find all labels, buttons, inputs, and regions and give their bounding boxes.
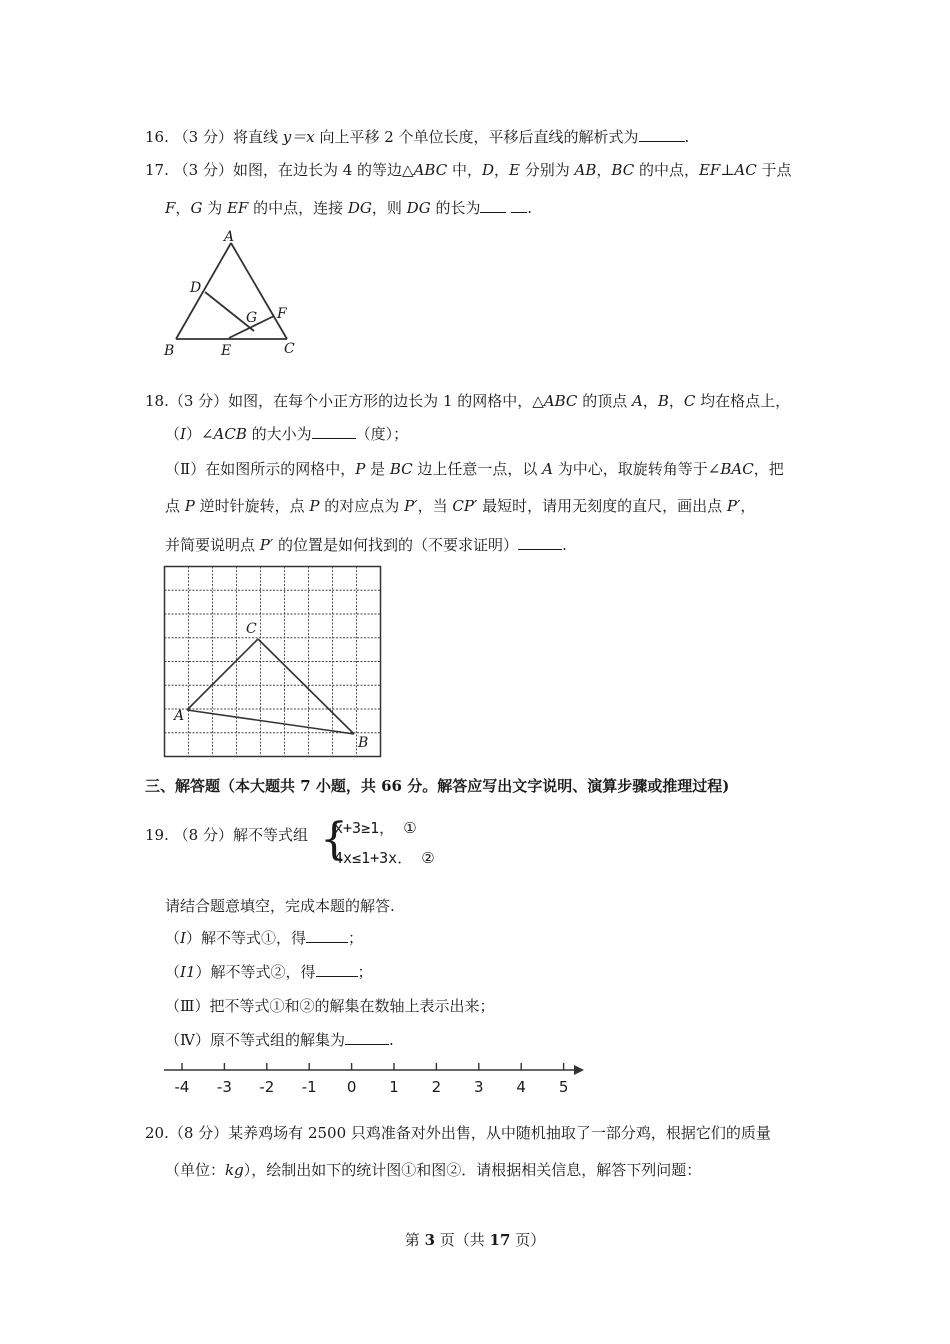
number-line [160,1058,590,1098]
label-e: E [221,343,232,359]
question-19-intro: 19. （8 分）解不等式组 [145,826,308,844]
question-16: 16. （3 分）将直线 y＝x 向上平移 2 个单位长度，平移后直线的解析式为 . [145,128,690,146]
triangle-figure-17 [160,226,310,361]
label-b: B [164,343,175,359]
label-a: A [224,229,235,245]
label-d: D [190,280,202,296]
grid-figure-18 [162,564,384,760]
question-18-part-1: （I）∠ACB 的大小为 （度）； [165,425,409,443]
tick-label: 4 [516,1078,526,1096]
tick-label: 5 [558,1078,569,1096]
tick-label: 0 [346,1078,357,1096]
segment-cb [258,639,354,734]
question-19-step-4: （Ⅳ）原不等式组的解集为 . [165,1031,394,1049]
answer-blank [312,424,356,439]
question-20-line-1: 20.（8 分）某养鸡场有 2500 只鸡准备对外出售，从中随机抽取了一部分鸡，根据它们的质量 [145,1124,771,1142]
label-b: B [358,735,369,751]
question-17-line-1: 17. （3 分）如图，在边长为 4 的等边△ABC 中，D，E 分别为 AB，BC 的中点，EF⊥AC 于点 [145,161,792,179]
answer-blank [518,535,562,550]
tick-label: 3 [474,1078,484,1096]
label-a: A [174,708,185,724]
answer-blank [480,198,506,213]
tick-label: -1 [301,1078,317,1096]
tick-label: 1 [389,1078,399,1096]
label-c: C [284,341,295,357]
tick-label: 2 [431,1078,442,1096]
tick-label: -2 [259,1078,275,1096]
question-19-step-1: （I）解不等式①，得 ； [165,929,363,947]
question-18-line-1: 18.（3 分）如图，在每个小正方形的边长为 1 的网格中，△ABC 的顶点 A，B，C 均在格点上， [145,392,791,410]
answer-blank [306,928,348,943]
question-19-step-2: （I1）解不等式②，得 ； [165,963,373,981]
question-18-part-2-line-2: 点 P 逆时针旋转，点 P 的对应点为 P′，当 CP′ 最短时，请用无刻度的直尺，画出点 P′， [165,497,756,515]
page-footer: 第 3 页（共 17 页） [404,1231,546,1249]
question-19-step-3: （Ⅲ）把不等式①和②的解集在数轴上表示出来； [165,997,495,1015]
question-17-line-2: F，G 为 EF 的中点，连接 DG，则 DG 的长为 . [165,199,533,217]
segment-ac [187,639,258,710]
answer-blank [316,962,358,977]
question-18-part-2-line-3: 并简要说明点 P′ 的位置是如何找到的（不要求证明） . [165,536,567,554]
answer-blank [639,127,685,142]
question-20-line-2: （单位：kg），绘制出如下的统计图①和图②．请根据相关信息，解答下列问题： [165,1161,702,1179]
label-f: F [277,306,287,322]
segment-ab [176,243,231,339]
answer-blank [511,198,527,213]
segment-ac [231,243,287,339]
inequality-2: 4x≤1+3x． ② [334,849,435,867]
question-18-part-2-line-1: （Ⅱ）在如图所示的网格中，P 是 BC 边上任意一点，以 A 为中心，取旋转角等于∠BAC，把 [165,460,784,478]
arrow-right-icon [574,1065,584,1075]
tick-label: -3 [216,1078,232,1096]
tick-label: -4 [174,1078,190,1096]
label-g: G [246,310,258,326]
inequality-1: x+3≥1， ① [334,819,417,837]
section-3-heading: 三、解答题（本大题共 7 小题，共 66 分。解答应写出文字说明、演算步骤或推理过程) [145,777,730,795]
question-19-hint: 请结合题意填空，完成本题的解答. [165,897,395,915]
answer-blank [345,1030,389,1045]
label-c: C [246,621,257,637]
system-brace: { [320,814,348,865]
number-line-ticks [175,1063,569,1096]
